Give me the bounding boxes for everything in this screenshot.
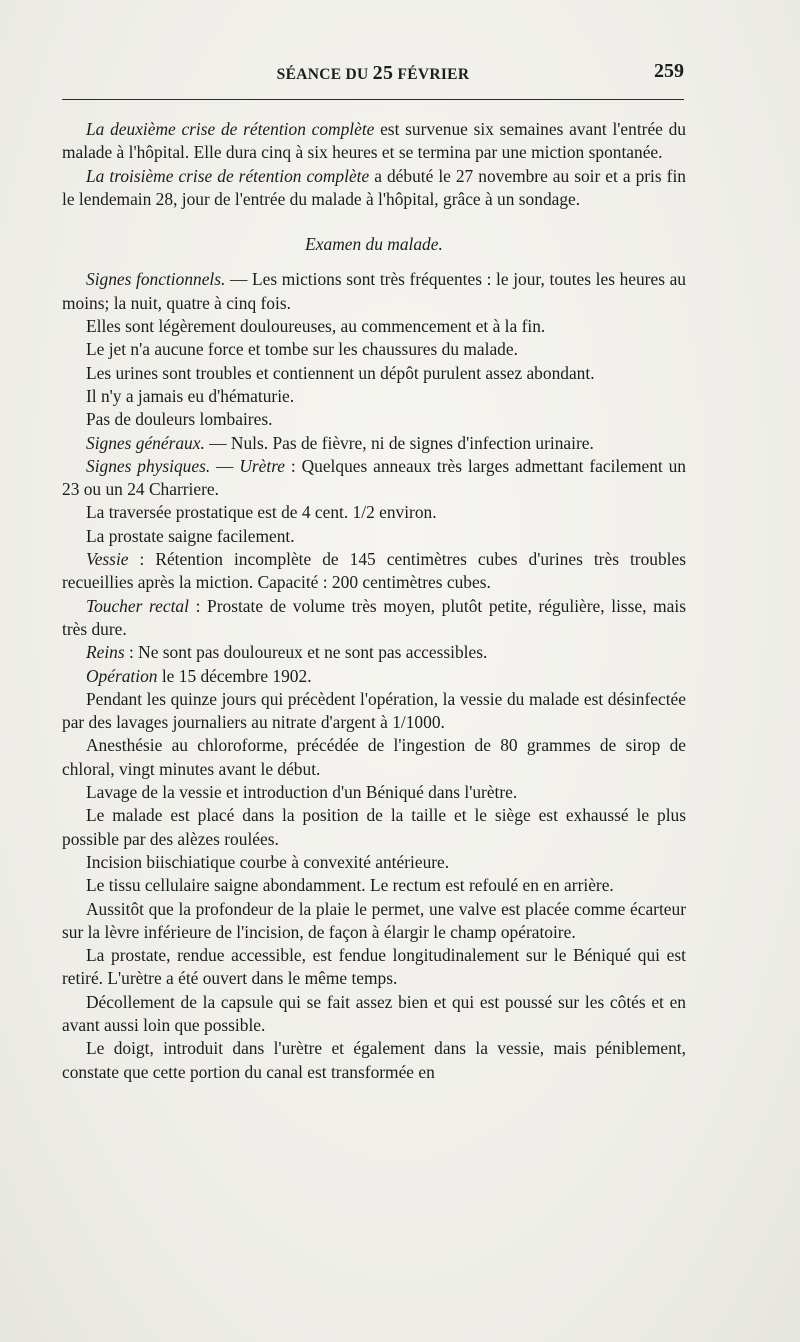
section-heading: Examen du malade. — [305, 234, 443, 255]
paragraph: La deuxième crise de rétention complète est survenue six semaines avant l'entrée du malade à l'hôpital. Elle dura cinq à six heures et se termina par une miction spontanée. — [62, 119, 686, 163]
page-header — [62, 60, 684, 88]
paragraph: Les urines sont troubles et contiennent un dépôt purulent assez abondant. — [86, 362, 595, 383]
paragraph: Pendant les quinze jours qui précèdent l'opération, la vessie du malade est désinfectée par des lavages journaliers au nitrate d'argent à 1/1000. — [62, 688, 686, 733]
running-head: SÉANCE DU 25 FÉVRIER — [276, 62, 470, 84]
paragraph: Toucher rectal : Prostate de volume très moyen, plutôt petite, régulière, lisse, mais très dure. — [62, 595, 687, 639]
paragraph: Le tissu cellulaire saigne abondamment. Le rectum est refoulé en en arrière. — [86, 875, 614, 896]
paragraph: Aussitôt que la profondeur de la plaie le permet, une valve est placée comme écarteur sur la lèvre inférieure de l'incision, de façon à élargir le champ opératoire. — [62, 898, 686, 942]
paragraph: Signes fonctionnels. — Les mictions sont très fréquentes : le jour, toutes les heures au moins; la nuit, quatre à cinq fois. — [62, 269, 686, 313]
paragraph: Lavage de la vessie et introduction d'un Béniqué dans l'urètre. — [86, 782, 518, 803]
paragraph: Le jet n'a aucune force et tombe sur les chaussures du malade. — [86, 339, 518, 360]
paragraph: Anesthésie au chloroforme, précédée de l'ingestion de 80 grammes de sirop de chloral, vingt minutes avant le début. — [62, 735, 686, 779]
paragraph: Reins : Ne sont pas douloureux et ne sont pas accessibles. — [86, 642, 488, 663]
paragraph: Il n'y a jamais eu d'hématurie. — [86, 385, 295, 406]
page-number: 259 — [654, 60, 684, 82]
header-rule — [62, 99, 684, 100]
paragraph: La traversée prostatique est de 4 cent. 1/2 environ. — [86, 502, 437, 523]
running-head-number: 25 — [372, 62, 394, 84]
paragraph: Signes généraux. — Nuls. Pas de fièvre, ni de signes d'infection urinaire. — [86, 432, 594, 453]
paragraph: La troisième crise de rétention complète a débuté le 27 novembre au soir et a pris fin le lendemain 28, jour de l'entrée du malade à l'hôpital, grâce à un sondage. — [62, 165, 686, 209]
body-text — [62, 118, 686, 1084]
paragraph: Incision biischiatique courbe à convexité antérieure. — [86, 851, 450, 872]
paragraph: Le doigt, introduit dans l'urètre et également dans la vessie, mais péniblement, constate que cette portion du canal est transformée en — [62, 1038, 686, 1082]
paragraph: Vessie : Rétention incomplète de 145 centimètres cubes d'urines très troubles recueillies après la miction. Capacité : 200 centimètres cubes. — [62, 549, 686, 593]
paragraph: Le malade est placé dans la position de la taille et le siège est exhaussé le plus possible par des alèzes roulées. — [62, 805, 686, 849]
paragraph: La prostate saigne facilement. — [86, 525, 295, 546]
paragraph: La prostate, rendue accessible, est fendue longitudinalement sur le Béniqué qui est retiré. L'urètre a été ouvert dans le même temps. — [62, 945, 686, 989]
paragraph: Elles sont légèrement douloureuses, au commencement et à la fin. — [86, 316, 546, 337]
paragraph: Opération le 15 décembre 1902. — [86, 665, 312, 686]
paragraph: Signes physiques. — Urètre : Quelques anneaux très larges admettant facilement un 23 ou un 24 Charriere. — [62, 455, 686, 500]
paragraph: Pas de douleurs lombaires. — [86, 409, 273, 430]
paragraph: Décollement de la capsule qui se fait assez bien et qui est poussé sur les côtés et en avant aussi loin que possible. — [62, 991, 686, 1035]
